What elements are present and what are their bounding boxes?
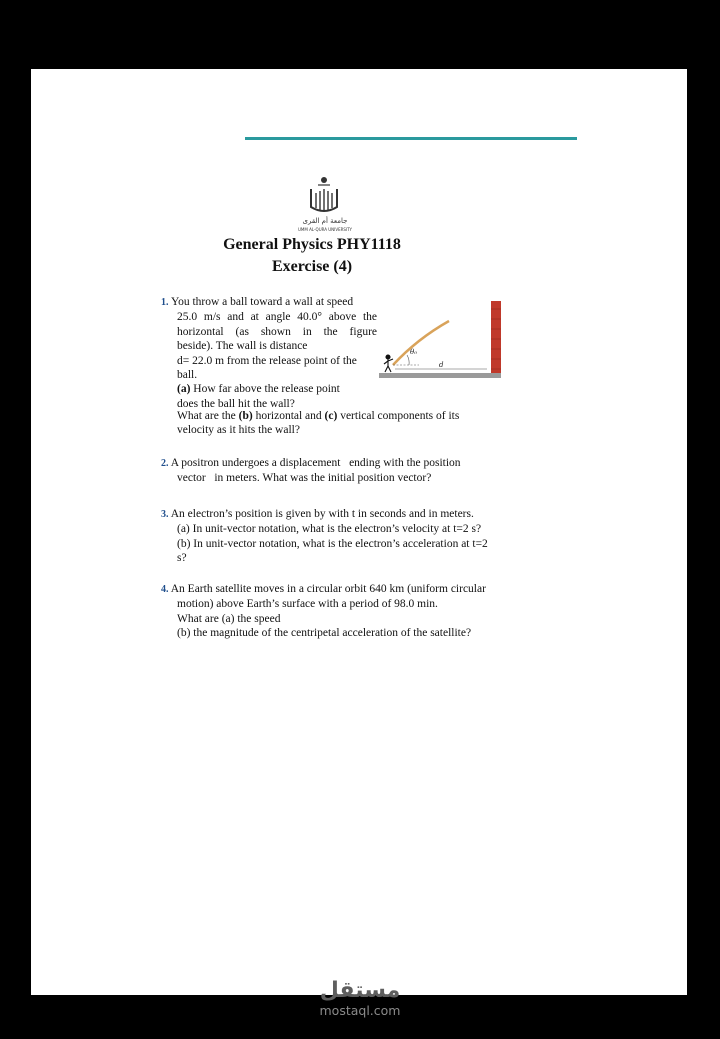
- exercise-title: Exercise (4): [271, 258, 353, 275]
- q1-part-a-label: (a): [177, 383, 191, 396]
- question-number: 2.: [161, 458, 169, 469]
- question-1: [161, 295, 377, 411]
- q1-line: beside). The wall is distance: [177, 340, 308, 353]
- q1-line: 25.0 m/s and at angle 40.0° above the: [177, 311, 377, 324]
- university-name-english: UMM AL-QURA UNIVERSITY: [297, 227, 353, 232]
- q4-line: (b) the magnitude of the centripetal acceleration of the satellite?: [177, 627, 472, 640]
- ball-trajectory: [393, 321, 449, 365]
- q3-line: An electron’s position is given by with t in seconds and in meters.: [170, 508, 474, 520]
- q4-line: An Earth satellite moves in a circular orbit 640 km (uniform circular: [170, 583, 486, 595]
- q3-line: (a) In unit-vector notation, what is the electron’s velocity at t=2 s?: [177, 523, 482, 536]
- ground: [379, 373, 501, 378]
- question-number: 4.: [161, 584, 169, 595]
- question-4: [161, 582, 513, 641]
- q1-text: What are the: [177, 410, 239, 422]
- q1-part-c-label: (c): [324, 410, 338, 422]
- header-rule: [245, 137, 577, 140]
- q3-line: (b) In unit-vector notation, what is the electron’s acceleration at t=2: [177, 537, 488, 550]
- angle-label: θ₀: [410, 348, 418, 356]
- q1-part-a-text: does the ball hit the wall?: [177, 397, 295, 410]
- q2-line: A positron undergoes a displacement ending with the position: [170, 457, 461, 469]
- q1-line: You throw a ball toward a wall at speed: [170, 296, 354, 308]
- q1-part-b-label: (b): [238, 410, 253, 422]
- q3-line: s?: [177, 552, 187, 565]
- thrower: [384, 355, 393, 372]
- q1-line: d= 22.0 m from the release point of the: [177, 354, 357, 367]
- q4-line: What are (a) the speed: [177, 612, 281, 625]
- university-logo: [297, 173, 353, 235]
- watermark: [0, 978, 720, 1018]
- university-name-arabic: جامعة أم القرى: [302, 217, 348, 225]
- question-2: [161, 456, 513, 486]
- watermark-url: mostaql.com: [319, 1003, 401, 1018]
- q1-text: horizontal and: [252, 410, 325, 422]
- question-3: [161, 507, 513, 566]
- course-title: General Physics PHY1118: [223, 236, 401, 253]
- q1-line: horizontal (as shown in the figure: [177, 325, 377, 338]
- watermark-logo: مستقل: [319, 978, 401, 1003]
- question-number: 1.: [161, 297, 169, 308]
- q1-part-a-text: How far above the release point: [190, 383, 340, 396]
- q4-line: motion) above Earth’s surface with a period of 98.0 min.: [177, 598, 438, 611]
- projectile-figure: [379, 299, 503, 383]
- q1-line: ball.: [177, 369, 198, 382]
- distance-label: d: [439, 361, 444, 369]
- q2-line: vector in meters. What was the initial position vector?: [177, 472, 432, 485]
- q1-text: velocity as it hits the wall?: [177, 424, 300, 437]
- wall: [491, 301, 501, 378]
- document-page: [31, 69, 687, 995]
- question-number: 3.: [161, 509, 169, 520]
- q1-text: vertical components of its: [337, 410, 460, 422]
- question-1-continued: [177, 409, 537, 438]
